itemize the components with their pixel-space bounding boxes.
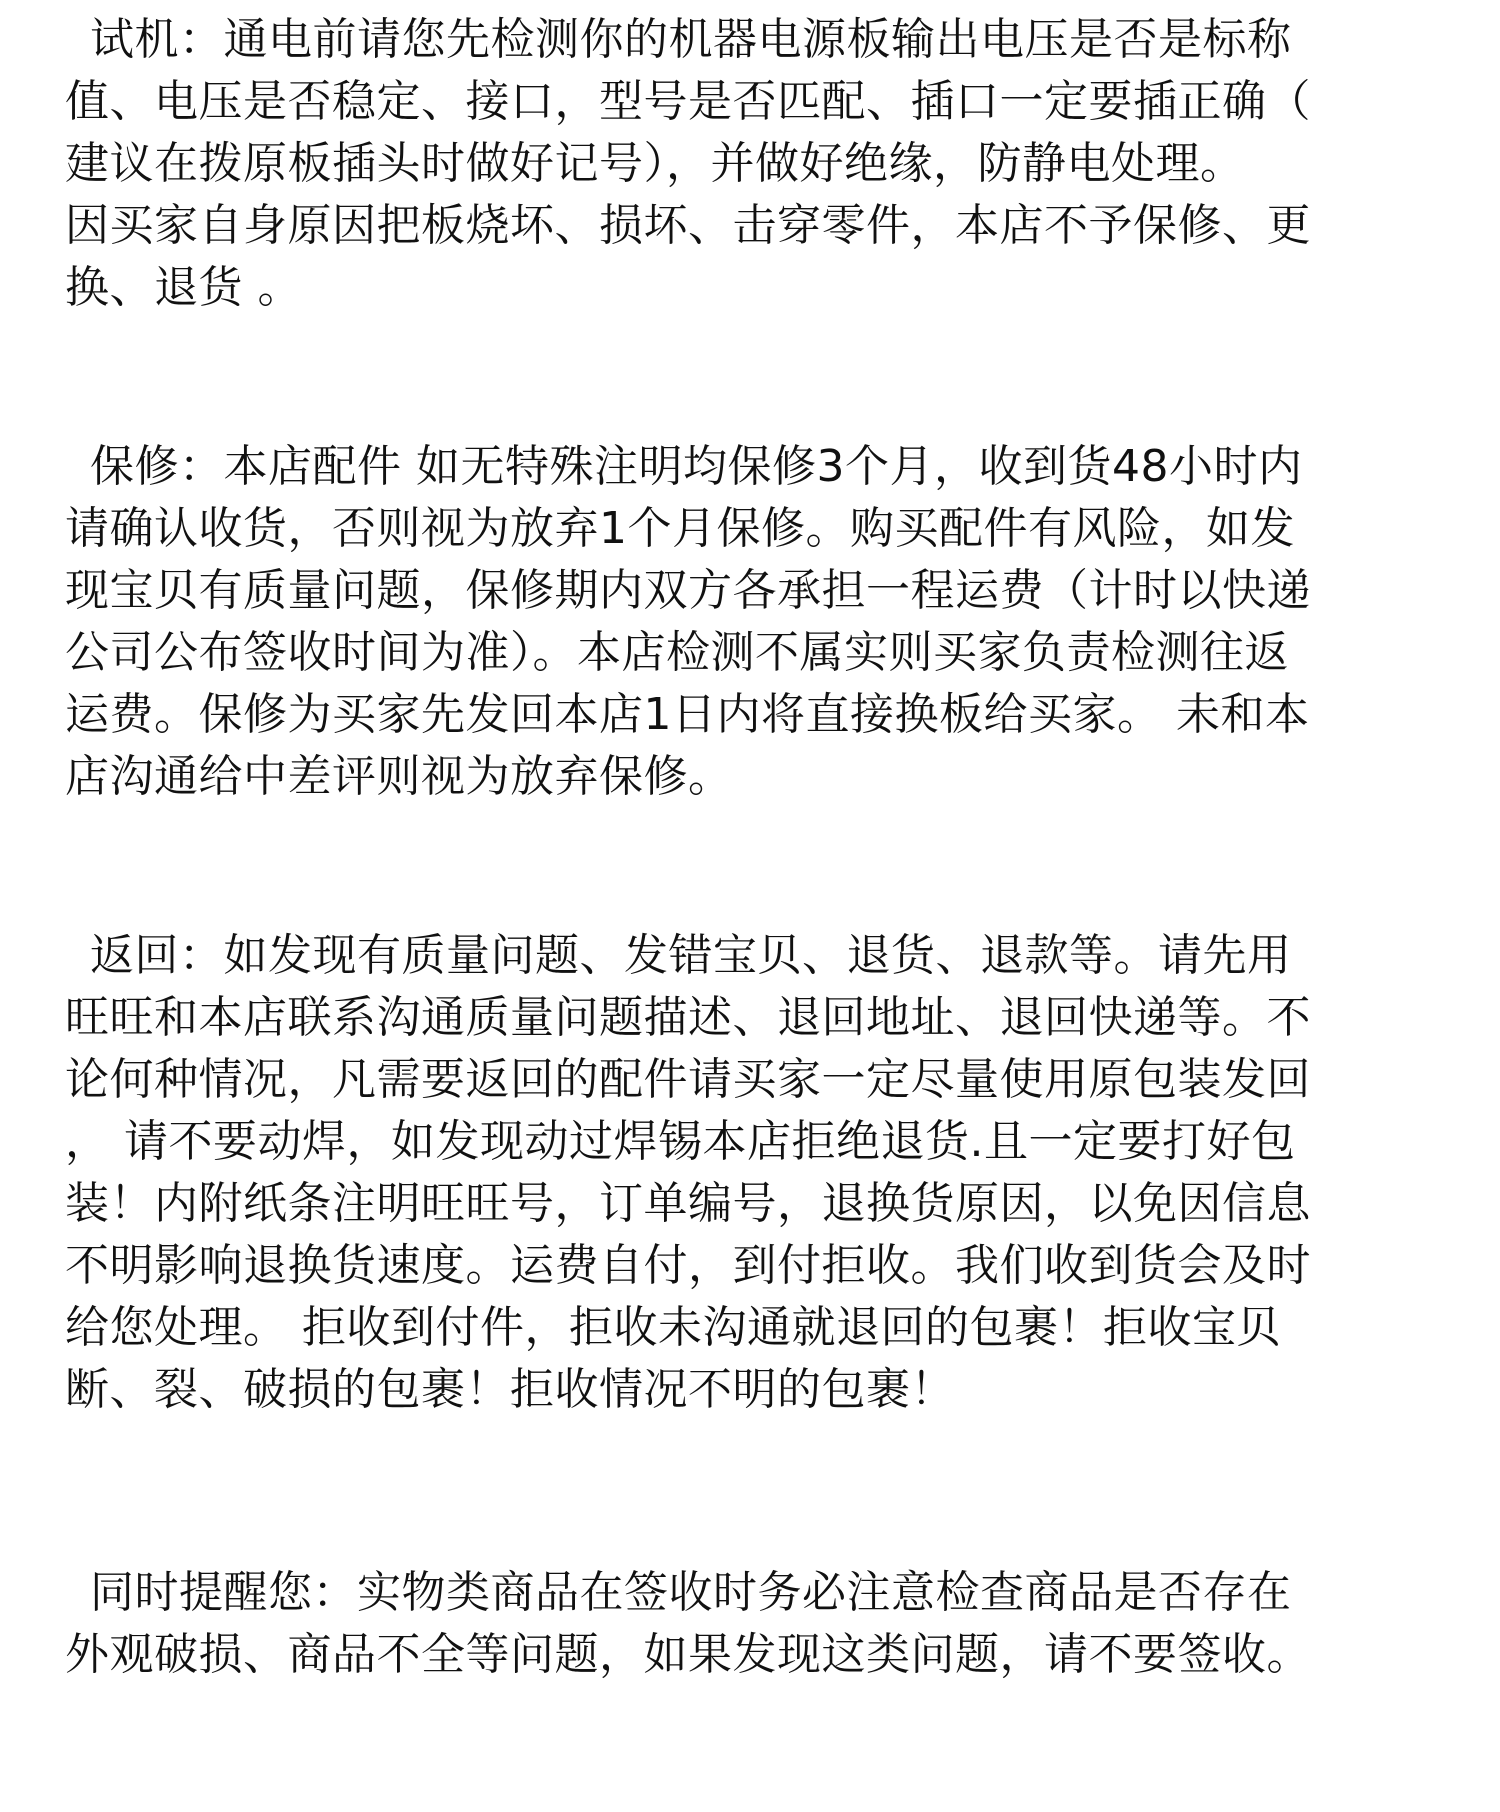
returns-line-8: 断、裂、破损的包裹！拒收情况不明的包裹！ [65, 1364, 955, 1415]
warranty-line-2: 请确认收货，否则视为放弃1个月保修。购买配件有风险，如发 [65, 503, 1295, 554]
trial-line-5: 换、退货 。 [65, 262, 302, 313]
returns-line-1: 返回：如发现有质量问题、发错宝贝、退货、退款等。请先用 [90, 930, 1292, 981]
reminder-line-1: 同时提醒您：实物类商品在签收时务必注意检查商品是否存在 [90, 1567, 1292, 1618]
warranty-line-3: 现宝贝有质量问题，保修期内双方各承担一程运费（计时以快递 [65, 565, 1311, 616]
warranty-line-4: 公司公布签收时间为准）。本店检测不属实则买家负责检测往返 [65, 627, 1289, 678]
returns-line-7: 给您处理。 拒收到付件，拒收未沟通就退回的包裹！拒收宝贝 [65, 1302, 1281, 1353]
returns-line-4: ， 请不要动焊，如发现动过焊锡本店拒绝退货.且一定要打好包 [65, 1116, 1296, 1167]
trial-line-4: 因买家自身原因把板烧坏、损坏、击穿零件，本店不予保修、更 [65, 200, 1311, 251]
trial-line-1: 试机：通电前请您先检测你的机器电源板输出电压是否是标称 [90, 14, 1292, 65]
warranty-line-6: 店沟通给中差评则视为放弃保修。 [65, 751, 733, 802]
returns-line-6: 不明影响退换货速度。运费自付，到付拒收。我们收到货会及时 [65, 1240, 1311, 1291]
reminder-line-2: 外观破损、商品不全等问题，如果发现这类问题，请不要签收。 [65, 1629, 1311, 1680]
trial-line-3: 建议在拨原板插头时做好记号），并做好绝缘，防静电处理。 [65, 138, 1245, 189]
warranty-line-5: 运费。保修为买家先发回本店1日内将直接换板给买家。 未和本 [65, 689, 1310, 740]
returns-line-5: 装！内附纸条注明旺旺号，订单编号，退换货原因，以免因信息 [65, 1178, 1311, 1229]
trial-line-2: 值、电压是否稳定、接口，型号是否匹配、插口一定要插正确（ [65, 76, 1311, 127]
returns-line-2: 旺旺和本店联系沟通质量问题描述、退回地址、退回快递等。不 [65, 992, 1311, 1043]
warranty-line-1: 保修：本店配件 如无特殊注明均保修3个月，收到货48小时内 [90, 441, 1303, 492]
returns-line-3: 论何种情况，凡需要返回的配件请买家一定尽量使用原包装发回 [65, 1054, 1311, 1105]
